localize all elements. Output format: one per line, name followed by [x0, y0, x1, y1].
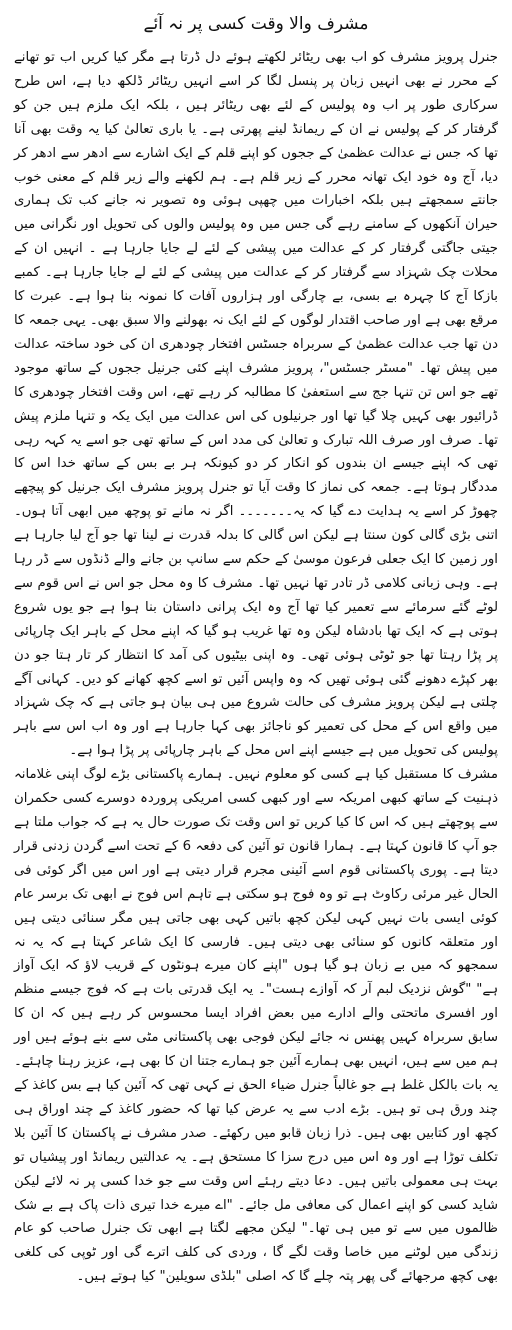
article-headline: مشرف والا وقت کسی پر نہ آئے — [143, 14, 369, 34]
article-paragraph: جنرل پرویز مشرف کو اب بھی ریٹائر لکھتے ہوئے دل ڈرتا ہے مگر کیا کریں اب تو تھانے کے محرر نے بھی انہیں زبان پر پنسل لگا کر اسے انہیں ریٹائر ڈلکھ دیا ہے، اس طرح سرکاری طور پر اب وہ پولیس کے لئے بھی ریٹائر ہیں ، بلکہ ایک ملزم ہیں جن کو گرفتار کر کے پولیس نے ان کے ریمانڈ لینے پھرتی ہے۔ یا باری تعالیٰ کیا یہ وقت بھی آنا تھا کہ جس نے عدالت عظمیٰ کے ججوں کو اپنے قلم کے ایک اشارے سے ادھر سے ادھر کر دیا، آج وہ خود ایک تھانہ محرر کے زیر قلم ہے۔ ہم لکھنے والے زیر قلم کے معنی خوب جانتے سمجھتے ہیں بلکہ اخبارات میں چھپی ہوئی وہ تصویر نہ جانے کب تک ہماری حیران آنکھوں کے سامنے رہے گی جس میں وہ پولیس والوں کی تحویل اور نگرانی میں جیتی جاگتی گرفتار کر کے عدالت میں پیشی کے لئے لے جایا جارہا ہے ۔ انہیں ان کے محلات چک شہزاد سے گرفتار کر کے عدالت میں پیشی کے لئے لے جایا جارہا ہے۔ کمبے بازکا آج کا چہرہ بے بسی، بے چارگی اور ہزاروں آفات کا نمونہ بنا ہوا ہے۔ عبرت کا مرقع بھی ہے اور صاحب اقتدار لوگوں کے لئے ایک نہ بھولنے والا سبق بھی۔ یہی جمعہ کا دن تھا جب عدالت عظمیٰ کے سربراہ جسٹس افتخار چودھری ان کی خود ساختہ عدالت میں پیش تھا۔ "مسٹر جسٹس"، پرویز مشرف اپنے کئی جرنیل ججوں کے ساتھ موجود تھے جو اس تن تنہا جج سے استعفیٰ کا مطالبہ کر رہے تھے، اس وقت افتخار چودھری کا ڈرائیور بھی کہیں چلا گیا تھا اور جرنیلوں کی اس عدالت میں ایک یکہ و تنہا ملزم پیش تھا۔ صرف اور صرف اللہ تبارک و تعالیٰ کی مدد اس کے ساتھ تھی جو اسے یہ کہہ رہی تھی کہ اپنے جیسے ان بندوں کو انکار کر دو کیونکہ ہر بے بس کے ساتھ خدا اس کا مددگار ہوتا ہے۔ جمعہ کی نماز کا وقت آیا تو جنرل پرویز مشرف ایک جرنیل کو پیچھے چھوڑ کر اسے یہ ہدایت دے گیا کہ یہ۔۔۔۔۔۔۔ اگر نہ مانے تو پوچھ میں ابھی آتا ہوں۔ اتنی بڑی گالی کون سنتا ہے لیکن اس گالی کا بدلہ قدرت نے لینا تھا جو آج لیا جارہا ہے اور زمین کا ایک جعلی فرعون موسیٰ کے حکم سے سانپ بن جانے والے ڈنڈوں سے ڈر رہا ہے۔ وہی زبانی کلامی ڈر تادر تھا نہیں تھا۔ مشرف کا وہ محل جو اس نے اس قوم سے لوٹے گئے سرمائے سے تعمیر کیا تھا آج وہ ایک پرانی داستان بنا ہوا ہے جو یوں شروع ہوتی ہے کہ ایک تھا بادشاہ لیکن وہ تھا غریب ہو گیا کہ اپنے محل کے باہر ایک چارپائی پر پڑا رہتا تھا جو ٹوٹی ہوئی تھی۔ وہ اپنی بیٹیوں کی آمد کا انتظار کر تار ہتا جو دن بھر کپڑے دھونے گئی ہوئی تھیں کہ وہ واپس آئیں تو اسے کچھ کھانے کو دیں۔ کہانی آگے چلتی ہے لیکن پرویز مشرف کی حالت شروع میں ہی بیان ہو جاتی ہے کہ چک شہزاد میں واقع اس کے محل کی تعمیر کو ناجائز بھی کہا جارہا ہے اور وہ اب اس سے باہر پولیس کی تحویل میں ہے جیسے اپنے اس محل کے باہر چارپائی پر پڑا ہوا ہے۔ — [14, 50, 498, 759]
article-paragraph: مشرف کا مستقبل کیا ہے کسی کو معلوم نہیں۔ ہمارے پاکستانی بڑے لوگ اپنی غلامانہ ذہنیت کے ساتھ کبھی امریکہ سے اور کبھی کسی امریکی پروردہ دوسرے کسی حکمران سے پوچھتے ہیں کہ اس کا کیا کریں تو اس وقت تک صورت حال یہ ہے کہ جواب ملتا ہے جو آپ کا قانون کہتا ہے۔ ہمارا قانون تو آئین کی دفعہ 6 کے تحت اسے گردن زدنی قرار دیتا ہے۔ پوری پاکستانی قوم اسے آئینی مجرم قرار دیتی ہے اور اس میں اگر کوئی فی الحال غیر مرئی رکاوٹ ہے تو وہ فوج ہو سکتی ہے تاہم اس فوج نے ابھی تک برسر عام کوئی ایسی بات نہیں کہی لیکن کچھ باتیں کہی بھی جاتی ہیں مگر سنائی دیتی ہیں اور متعلقہ کانوں کو سنائی بھی دیتی ہیں۔ فارسی کا ایک شاعر کہتا ہے کہ یہ نہ سمجھو کہ میں بے زبان ہو گیا ہوں "اپنے کان میرے ہونٹوں کے قریب لاؤ کہ ایک آواز ہے" "گوش نزدیک لبم آر کہ آوازے ہست"۔ یہ ایک قدرتی بات ہے کہ فوج جیسے منظم اور افسری ماتحتی والے ادارے میں بعض افراد ایسا محسوس کر رہے ہیں کہ ان کا سابق سربراہ کہیں پھنس نہ جائے لیکن فوجی بھی پاکستانی مٹی سے بنے ہوئے ہیں اور ہم میں سے ہیں، انہیں بھی ہمارے آئین جو ہمارے جتنا ان کا بھی ہے، عزیز رہنا چاہئے۔ یہ بات بالکل غلط ہے جو غالباً جنرل ضیاء الحق نے کہی تھی کہ آئین کیا ہے بس کاغذ کے چند ورق ہی تو ہیں۔ بڑے ادب سے یہ عرض کیا تھا کہ حضور کاغذ کے چند اوراق ہی کچھ اور کتابیں بھی ہیں۔ ذرا زبان قابو میں رکھئے۔ صدر مشرف نے پاکستان کا آئین بلا تکلف توڑا ہے اور وہ اس میں درج سزا کا مستحق ہے۔ یہ عدالتیں ریمانڈ اور پیشیاں تو بہت ہی معمولی باتیں ہیں۔ دعا دیتے رہئے اس وقت سے جو خدا کسی پر نہ لائے لیکن شاید کسی کو اپنے اعمال کی معافی مل جائے۔ "اے میرے خدا تیری ذات پاک ہے بے شک ظالموں میں سے تو میں ہی تھا۔" لیکن مجھے لگتا ہے ابھی تک جنرل صاحب کو عام زندگی میں لوٹنے میں خاصا وقت لگے گا ، وردی کی کلف اترے گی اور ٹوپی کی کلغی بھی کچھ مرجھائے گی پھر پتہ چلے گا کہ اصلی "بلڈی سویلین" کیا ہوتے ہیں۔ — [14, 767, 498, 1285]
